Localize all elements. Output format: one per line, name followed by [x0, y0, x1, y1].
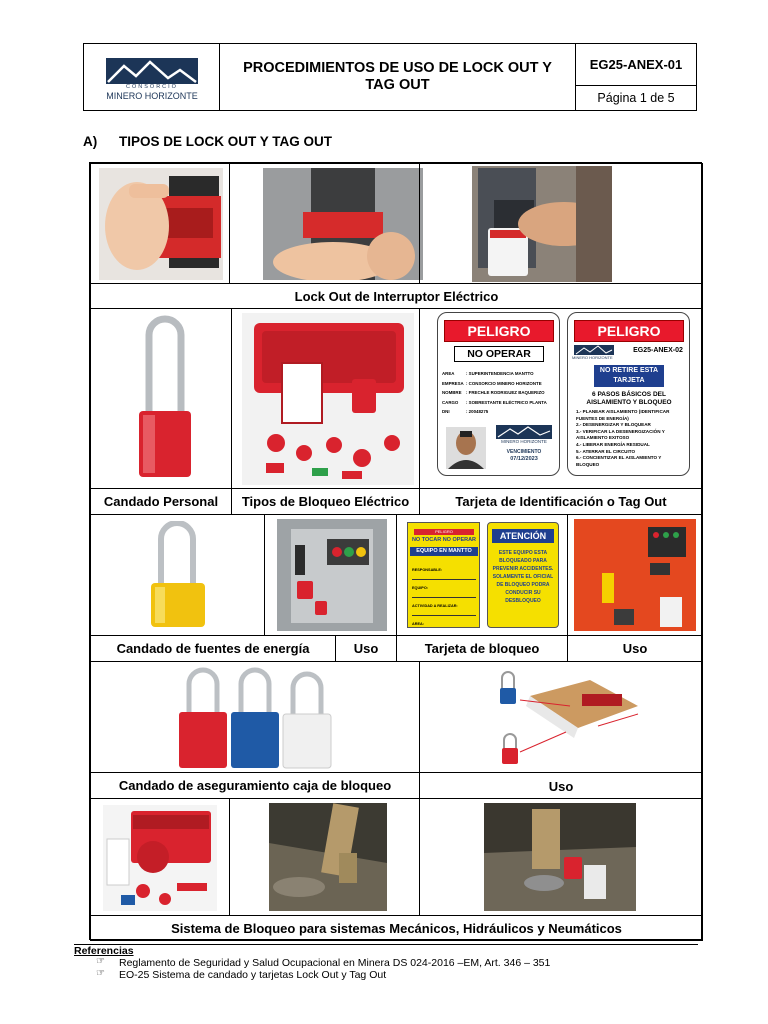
tag-field-row: CARGO : SOBRESTANTE ELÉCTRICO PLANTA	[442, 399, 547, 405]
three-padlocks-image	[177, 666, 333, 770]
company-logo	[83, 43, 219, 111]
tag-logo-icon	[574, 345, 614, 355]
photo-cell-energy-padlock	[90, 514, 265, 636]
section-title: TIPOS DE LOCK OUT Y TAG OUT	[119, 134, 333, 149]
pasos-list	[576, 409, 684, 468]
valve-padlock-photo	[484, 803, 636, 911]
photo-cell-mech-kit	[90, 798, 230, 916]
red-panel-photo	[574, 519, 696, 631]
caption-box-padlock: Candado de aseguramiento caja de bloqueo	[90, 772, 420, 799]
lockout-kit-image	[242, 313, 414, 485]
pasos-title: 6 PASOS BÁSICOS DEL AISLAMIENTO Y BLOQUEO	[586, 391, 672, 406]
tag-cards-cell	[419, 308, 703, 489]
atencion-text: ESTE EQUIPO ESTA BLOQUEADO PARA PREVENIR ACCIDENTES. SOLAMENTE EL OFICIAL DE BLOQUEO PODRA CONDUCIR SU DESBLOQUEO	[492, 550, 554, 604]
caption-breaker-lockout: Lock Out de Interruptor Eléctrico	[90, 283, 703, 309]
pointing-hand-icon: ☞	[96, 968, 105, 979]
section-letter: A)	[83, 134, 98, 149]
reference-item: Reglamento de Seguridad y Salud Ocupacional en Minera DS 024-2016 –EM, Art. 346 – 351	[119, 957, 551, 969]
yellow-padlock-image	[149, 521, 209, 629]
photo-cell-red-panel	[567, 514, 703, 636]
paso-item: 5.- ATERRAR EL CIRCUITO	[576, 448, 636, 454]
tag-field-row: EMPRESA : CONSORCIO MINERO HORIZONTE	[442, 380, 542, 386]
caption-lockout-tag: Tarjeta de bloqueo	[396, 635, 568, 662]
photo-cell-breaker-lock-hand	[90, 163, 230, 284]
vencimiento-label: VENCIMIENTO	[506, 449, 542, 455]
tag-logo-icon	[496, 425, 552, 439]
tag-top-band: PELIGRO	[414, 529, 474, 535]
tag-form-field: EQUIPO:	[412, 580, 476, 598]
tag-code: EG25-ANEX-02	[633, 347, 683, 354]
logo-top-text: CONSORCIO	[126, 84, 178, 90]
equipo-mantto-label: EQUIPO EN MANTTO	[410, 547, 478, 556]
references-title: Referencias	[74, 945, 134, 957]
no-tocar-label: NO TOCAR NO OPERAR	[411, 537, 477, 543]
photo-cell-energy-panel	[264, 514, 397, 636]
caption-use-2: Uso	[567, 635, 703, 662]
breaker-lock-photo	[99, 168, 223, 280]
document-code: EG25-ANEX-01	[576, 43, 697, 86]
caption-energy-padlock: Candado de fuentes de energía	[90, 635, 336, 662]
tag-field-row: AREA : SUPERINTENDENCIA MANTTO	[442, 371, 534, 376]
photo-cell-mech-valve-1	[229, 798, 420, 916]
tag-form-field: AREA:	[412, 616, 476, 628]
caption-electrical-lockout-types: Tipos de Bloqueo Eléctrico	[231, 488, 420, 515]
photo-cell-box-use	[419, 661, 703, 773]
paso-item: 1.- PLANEAR AISLAMIENTO (IDENTIFICAR FUENTES DE ENERGÍA)	[576, 409, 670, 421]
red-padlock-image	[137, 315, 193, 481]
page-number: Página 1 de 5	[576, 85, 697, 111]
tag-logo-text: MINERO HORIZONTE	[501, 439, 547, 444]
lockout-table	[89, 162, 702, 940]
danger-tag-card	[567, 312, 690, 476]
peligro-banner: PELIGRO	[574, 320, 684, 342]
references-divider	[74, 944, 698, 945]
caption-use-1: Uso	[335, 635, 397, 662]
reference-item: EO-25 Sistema de candado y tarjetas Lock Out y Tag Out	[119, 969, 387, 981]
yellow-danger-tag	[407, 522, 480, 628]
photo-cell-lockout-kit	[231, 308, 420, 489]
valve-lockout-photo	[269, 803, 387, 911]
tag-form-field: RESPONSABLE:	[412, 562, 476, 580]
breaker-panel-photo	[263, 168, 423, 280]
tag-form-field: ACTIVIDAD A REALIZAR:	[412, 598, 476, 616]
section-heading	[83, 134, 332, 149]
lockout-box-diagram	[490, 666, 640, 770]
photo-cell-mech-valve-2	[419, 798, 703, 916]
panel-with-padlock-photo	[277, 519, 387, 631]
tag-field-row: DNI : 20048275	[442, 409, 489, 414]
person-photo-image	[446, 427, 486, 469]
no-operar-label: NO OPERAR	[454, 346, 544, 362]
caption-mechanical-lockout: Sistema de Bloqueo para sistemas Mecánicos, Hidráulicos y Neumáticos	[90, 915, 703, 941]
photo-cell-breaker-tag	[419, 163, 703, 284]
tag-field-row: NOMBRE : FRECHLE RODRIGUEZ BAQUERIZO	[442, 390, 545, 395]
logo-bottom-text: MINERO HORIZONTE	[106, 91, 198, 101]
tag-logo-text: MINERO HORIZONTE	[572, 355, 613, 360]
photo-cell-box-padlocks	[90, 661, 420, 773]
caption-use-3: Uso	[419, 772, 703, 799]
paso-item: 4.- LIBERAR ENERGÍA RESIDUAL	[576, 441, 650, 447]
tag-fields	[442, 369, 560, 417]
no-retire-label: NO RETIRE ESTA TARJETA	[594, 365, 664, 387]
tag-form-fields	[412, 562, 476, 628]
paso-item: 6.- CONCIENTIZAR EL AISLAMIENTO Y BLOQUEO	[576, 455, 662, 467]
photo-cell-personal-padlock	[90, 308, 232, 489]
breaker-tag-photo	[472, 166, 612, 282]
yellow-attention-tag	[487, 522, 559, 628]
photo-cell-breaker-lock-panel	[229, 163, 420, 284]
mechanical-lockout-kit-image	[103, 805, 217, 911]
pointing-hand-icon: ☞	[96, 956, 105, 967]
caption-personal-padlock: Candado Personal	[90, 488, 232, 515]
mountain-logo-icon	[84, 44, 220, 112]
identification-tag-card	[437, 312, 560, 476]
document-title: PROCEDIMIENTOS DE USO DE LOCK OUT Y TAG OUT	[219, 43, 576, 111]
caption-tag-out: Tarjeta de Identificación o Tag Out	[419, 488, 703, 515]
atencion-banner: ATENCIÓN	[492, 529, 554, 543]
paso-item: 2.- DESENERGIZAR Y BLOQUEAR	[576, 422, 651, 428]
paso-item: 3.- VERIFICAR LA DESENERGIZACIÓN Y AISLAMIENTO EXITOSO	[576, 428, 665, 441]
peligro-banner: PELIGRO	[444, 320, 554, 342]
lockout-tags-cell	[396, 514, 568, 636]
vencimiento-date: 07/12/2023	[510, 456, 538, 462]
